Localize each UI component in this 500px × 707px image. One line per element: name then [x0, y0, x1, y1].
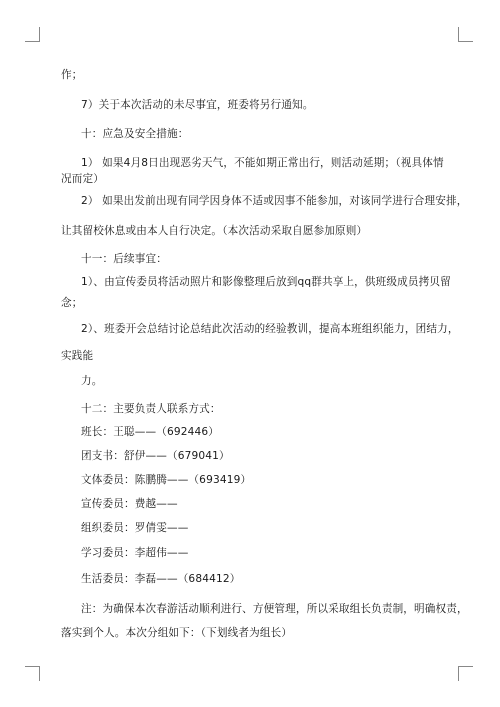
text-line: 2）、班委开会总结讨论总结此次活动的经验教训，提高本班组织能力，团结力， — [81, 323, 459, 335]
text-line: 十一：后续事宜： — [81, 253, 167, 265]
text-line: 1）、由宣传委员将活动照片和影像整理后放到qq群共享上，供班级成员拷贝留 — [81, 276, 451, 288]
text-line: 十二：主要负责人联系方式： — [81, 403, 221, 415]
text-line: 力。 — [81, 375, 103, 387]
text-line: 让其留校休息或由本人自行决定。（本次活动采取自愿参加原则） — [61, 225, 368, 237]
text-line: 实践能 — [61, 350, 94, 362]
text-line: 学习委员：李超伟—— — [81, 547, 189, 559]
text-line: 团支书：舒伊——（679041） — [81, 450, 230, 462]
text-line: 念； — [61, 297, 83, 309]
crop-mark-bottom-right — [458, 666, 473, 681]
text-line: 落实到个人。本次分组如下：（下划线者为组长） — [61, 627, 293, 639]
text-line: 1） 如果4月8日出现恶劣天气，不能如期正常出行，则活动延期；（视具体情 — [81, 157, 444, 169]
text-line: 注：为确保本次春游活动顺利进行、方便管理，所以采取组长负责制，明确权责， — [81, 603, 468, 615]
text-line: 宣传委员：费越—— — [81, 498, 178, 510]
text-line: 十：应急及安全措施： — [81, 128, 189, 140]
text-line: 作； — [61, 69, 83, 81]
text-line: 文体委员：陈鹏腾——（693419） — [81, 474, 252, 486]
text-line: 班长：王聪——（692446） — [81, 426, 220, 438]
crop-mark-top-right — [458, 27, 473, 42]
crop-mark-bottom-left — [25, 666, 40, 681]
crop-mark-top-left — [25, 27, 40, 42]
text-line: 生活委员：李磊——（684412） — [81, 573, 241, 585]
text-line: 7）关于本次活动的未尽事宜，班委将另行通知。 — [81, 99, 314, 111]
text-line: 2） 如果出发前出现有同学因身体不适或因事不能参加，对该同学进行合理安排， — [81, 195, 468, 207]
text-line: 组织委员：罗倩雯—— — [81, 522, 189, 534]
text-line: 况而定） — [61, 173, 104, 185]
